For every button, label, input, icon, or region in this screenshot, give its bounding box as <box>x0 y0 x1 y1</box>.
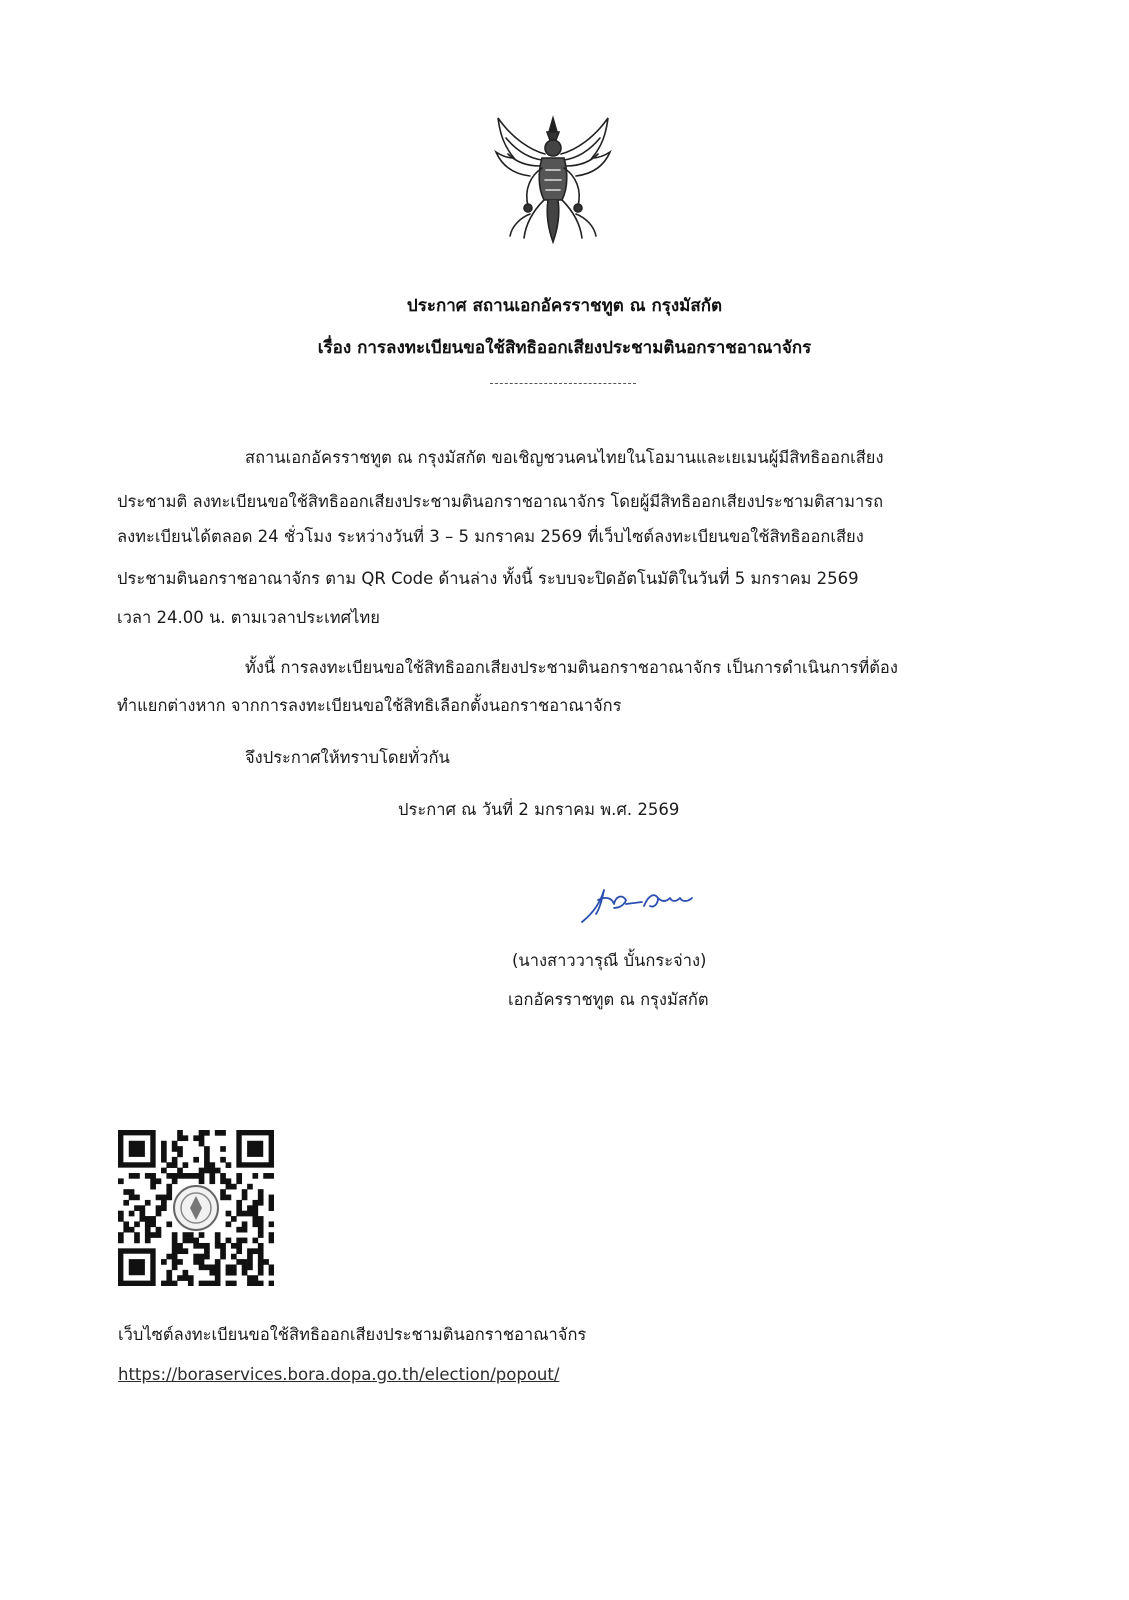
closing-text: จึงประกาศให้ทราบโดยทั่วกัน <box>245 748 450 767</box>
signature <box>578 878 708 928</box>
announcement-title: ประกาศ สถานเอกอัครราชทูต ณ กรุงมัสกัต <box>406 296 723 316</box>
body-text-line: สถานเอกอัครราชทูต ณ กรุงมัสกัต ขอเชิญชวนคนไทยในโอมานและเยเมนผู้มีสิทธิออกเสียง <box>245 448 884 467</box>
announcement-date: ประกาศ ณ วันที่ 2 มกราคม พ.ศ. 2569 <box>398 800 680 819</box>
qr-code-icon[interactable] <box>118 1130 274 1286</box>
body-text-line: ประชามตินอกราชอาณาจักร ตาม QR Code ด้านล่าง ทั้งนี้ ระบบจะปิดอัตโนมัติในวันที่ 5 มกราคม 2569 <box>117 569 859 588</box>
signatory-name: (นางสาววารุณี บั้นกระจ่าง) <box>512 951 707 970</box>
body-text-line: ทั้งนี้ การลงทะเบียนขอใช้สิทธิออกเสียงประชามตินอกราชอาณาจักร เป็นการดำเนินการที่ต้อง <box>245 658 898 677</box>
registration-link[interactable]: https://boraservices.bora.dopa.go.th/election/popout/ <box>118 1365 560 1384</box>
qr-caption: เว็บไซต์ลงทะเบียนขอใช้สิทธิออกเสียงประชามตินอกราชอาณาจักร <box>118 1325 587 1344</box>
body-text-line: ประชามติ ลงทะเบียนขอใช้สิทธิออกเสียงประชามตินอกราชอาณาจักร โดยผู้มีสิทธิออกเสียงประชามติสามารถ <box>117 492 884 511</box>
body-text-line: เวลา 24.00 น. ตามเวลาประเทศไทย <box>117 608 380 627</box>
announcement-subject: เรื่อง การลงทะเบียนขอใช้สิทธิออกเสียงประชามตินอกราชอาณาจักร <box>317 338 812 358</box>
signatory-position: เอกอัครราชทูต ณ กรุงมัสกัต <box>508 990 709 1009</box>
body-text-line: ทำแยกต่างหาก จากการลงทะเบียนขอใช้สิทธิเลือกตั้งนอกราชอาณาจักร <box>117 696 622 715</box>
body-text-line: ลงทะเบียนได้ตลอด 24 ชั่วโมง ระหว่างวันที่ 3 – 5 มกราคม 2569 ที่เว็บไซต์ลงทะเบียนขอใช้สิทธิออกเสียง <box>117 527 864 546</box>
garuda-emblem-icon <box>490 110 616 246</box>
title-divider <box>490 383 636 384</box>
